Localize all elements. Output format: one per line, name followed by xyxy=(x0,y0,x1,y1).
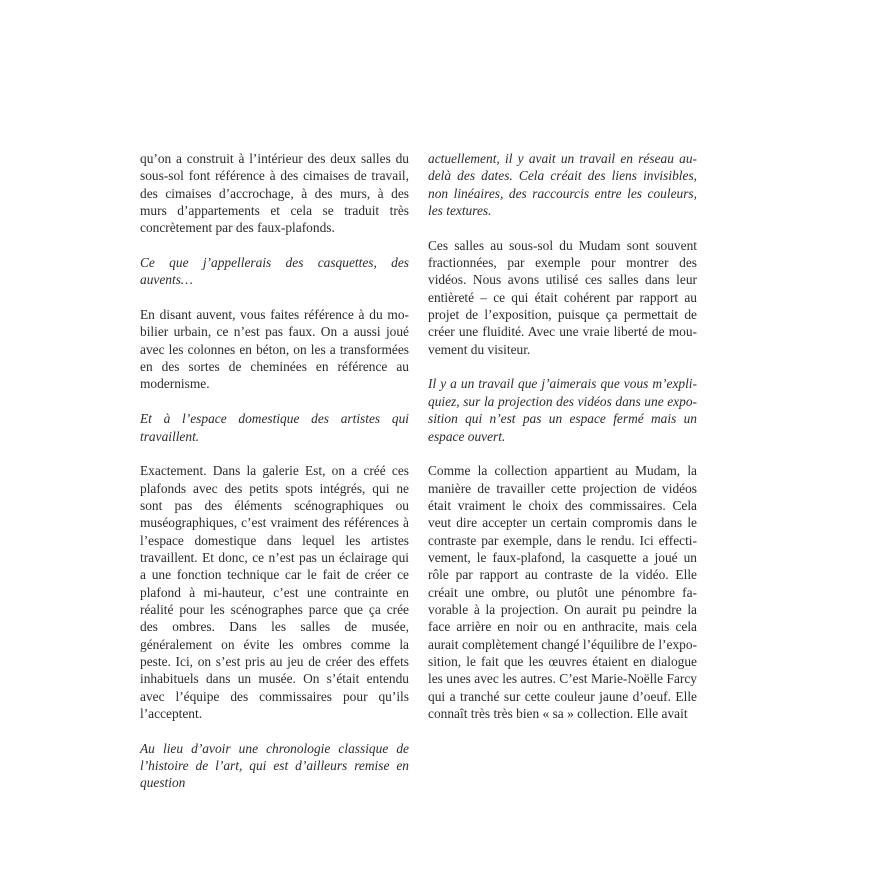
text-column-left xyxy=(140,150,409,792)
answer-paragraph: Ces salles au sous-sol du Mudam sont souvent fractionnées, par exemple pour montrer des vidéos. Nous avons utilisé ces salles dans leur entièreté – ce qui était cohérent par rapport au projet de l’exposition, puisque ça permettait de créer une fluidité. Avec une vraie liberté de mouvement du visiteur. xyxy=(428,237,697,357)
question-paragraph: Au lieu d’avoir une chronologie classique de l’histoire de l’art, qui est d’ailleurs remise en question xyxy=(140,740,409,791)
answer-paragraph: qu’on a construit à l’intérieur des deux salles du sous-sol font référence à des cimaises de travail, des cimaises d’accrochage, à des murs, à des murs d’appartements et cela se traduit très concrètement par des faux-plafonds. xyxy=(140,151,409,236)
question-paragraph: Il y a un travail que j’aimerais que vous m’expliquiez, sur la projection des vidéos dans une exposition qui n’est pas un espace fermé mais un espace ouvert. xyxy=(428,376,697,444)
question-paragraph: Ce que j’appellerais des casquettes, des auvents… xyxy=(140,255,409,288)
question-paragraph: actuellement, il y avait un travail en réseau au-delà des dates. Cela créait des liens invisibles, non linéaires, des raccourcis entre les couleurs, les textures. xyxy=(428,151,697,219)
question-paragraph: Et à l’espace domestique des artistes qui travaillent. xyxy=(140,411,409,444)
answer-paragraph: En disant auvent, vous faites référence à du mobilier urbain, ce n’est pas faux. On a aussi joué avec les colonnes en béton, on les a transformées en des sortes de cheminées en référence au modernisme. xyxy=(140,307,409,392)
answer-paragraph: Comme la collection appartient au Mudam, la manière de travailler cette projection de vidéos était vraiment le choix des commissaires. Cela veut dire accepter un certain compromis dans le contraste par exemple, dans le rendu. Ici effectivement, le faux-plafond, la casquette a joué un rôle par rapport au contraste de la vidéo. Elle créait une ombre, ou plutôt une pénombre favorable à la projection. On aurait pu peindre la face arrière en noir ou en anthracite, mais cela aurait complètement changé l’équilibre de l’exposition, le fait que les œuvres étaient en dialogue les unes avec les autres. C’est Marie-Noëlle Farcy qui a tranché sur cette couleur jaune d’oeuf. Elle connaît très très bien « sa » collection. Elle avait xyxy=(428,463,697,721)
text-column-right xyxy=(428,150,697,722)
answer-paragraph: Exactement. Dans la galerie Est, on a créé ces plafonds avec des petits spots intégrés, qui ne sont pas des éléments scénographiques ou muséographiques, c’est vraiment des références à l’espace domestique dans lequel les artistes travaillent. Et donc, ce n’est pas un éclairage qui a une fonction technique car le fait de créer ce plafond à mi-hauteur, c’est une contrainte en réalité pour les scénographes parce que ça crée des ombres. Dans les salles de musée, généralement on évite les ombres comme la peste. Ici, on s’est pris au jeu de créer des effets inhabituels dans un musée. On s’était entendu avec l’équipe des commissaires pour qu’ils l’acceptent. xyxy=(140,463,409,721)
